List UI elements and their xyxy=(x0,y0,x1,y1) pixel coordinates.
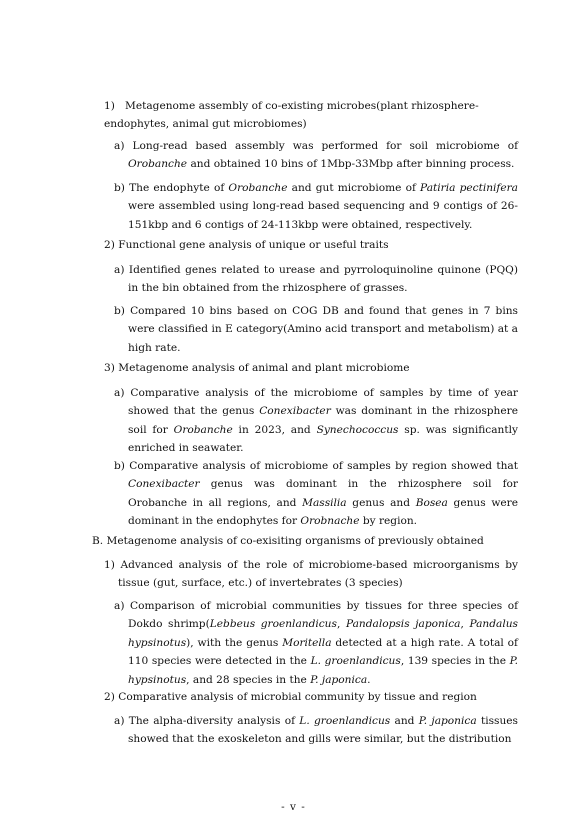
item-label: 3) xyxy=(104,362,115,374)
item-italic-2: Orobanche xyxy=(173,423,233,436)
section-a2 xyxy=(104,236,504,254)
item-text-1: Comparative analysis of the microbiome of samples by time of year showed that the genus xyxy=(128,387,518,418)
section-b2 xyxy=(104,688,504,706)
item-text-4: ), with the genus xyxy=(186,636,283,649)
item-label: a) xyxy=(114,140,125,152)
item-text-7: , and 28 species in the xyxy=(186,673,311,686)
item-text-5: by region. xyxy=(359,515,418,528)
section-b1 xyxy=(104,556,518,593)
item-text-1: Comparative analysis of microbiome of samples by region showed that xyxy=(129,460,518,472)
item-italic-2: P. japonica xyxy=(418,715,477,727)
item-text-4: sp. was significantly enriched in seawater. xyxy=(128,423,518,455)
section-B xyxy=(92,532,504,550)
item-text: Identified genes related to urease and pyrroloquinoline quinone (PQQ) in the bin obtained from the rhizosphere of grasses. xyxy=(128,264,518,295)
item-text: Comparative analysis of microbial community by tissue and region xyxy=(118,691,477,703)
item-text-5: detected at a high rate. A total of 110 species were detected in the xyxy=(128,636,518,668)
item-text-2: and gut microbiome of xyxy=(287,182,421,194)
section-a3b xyxy=(114,457,518,531)
section-a2a xyxy=(114,261,518,298)
item-italic-1: Orobanche xyxy=(228,182,288,194)
item-label: 2) xyxy=(104,691,115,703)
item-italic-3: Bosea xyxy=(415,496,448,509)
item-label: 1) xyxy=(104,559,115,571)
item-text-3: tissues showed that the exoskeleton and gills were similar, but the distribution xyxy=(128,715,518,746)
item-text: Metagenome assembly of co-existing microbes(plant rhizosphere-endophytes, animal gut microbiomes) xyxy=(104,100,479,131)
item-text-6: , 139 species in the xyxy=(400,655,510,668)
item-label: 2) xyxy=(104,239,115,251)
item-italic-3: Synechococcus xyxy=(316,423,399,436)
item-text-2: was dominant in the rhizosphere soil for xyxy=(128,405,518,436)
item-italic-1: Conexibacter xyxy=(259,405,331,418)
item-text-3: , xyxy=(460,618,470,631)
item-text: Functional gene analysis of unique or useful traits xyxy=(118,239,389,251)
section-a1a xyxy=(114,137,518,174)
item-text-3: genus and xyxy=(346,496,416,509)
item-label: a) xyxy=(114,600,125,612)
item-text: Advanced analysis of the role of microbiome-based microorganisms by tissue (gut, surface, etc.) of invertebrates (3 species) xyxy=(118,559,518,590)
page-number: - v - xyxy=(281,801,306,813)
item-italic-1: Conexibacter xyxy=(128,478,200,491)
item-italic-4: Orobnache xyxy=(300,515,360,528)
item-italic-7: P. japonica xyxy=(310,673,368,686)
item-italic-1: Orobanche xyxy=(128,158,188,171)
section-a2b xyxy=(114,302,518,357)
item-italic-2: Pandalopsis japonica xyxy=(345,618,461,631)
item-text-1: Long-read based assembly was performed for soil microbiome of xyxy=(132,140,518,152)
item-italic-3: Pandalus hypsinotus xyxy=(128,618,518,649)
item-text: Metagenome analysis of animal and plant microbiome xyxy=(118,362,410,374)
item-italic-2: Massilia xyxy=(302,496,347,509)
item-italic-4: Moritella xyxy=(282,636,332,649)
item-text: Compared 10 bins based on COG DB and found that genes in 7 bins were classified in E category(Amino acid transport and metabolism) at a high rate. xyxy=(128,305,518,354)
section-a1b xyxy=(114,179,518,234)
item-label: a) xyxy=(114,264,125,276)
item-italic-6: P. hypsinotus xyxy=(128,655,519,686)
item-italic-1: Lebbeus groenlandicus xyxy=(209,618,337,631)
item-text-8: . xyxy=(367,673,371,686)
section-a3 xyxy=(104,359,504,377)
item-label: b) xyxy=(114,305,125,317)
item-text-2: and obtained 10 bins of 1Mbp-33Mbp after binning process. xyxy=(187,158,515,171)
item-label: B. xyxy=(92,535,104,547)
item-text-3: were assembled using long-read based sequencing and 9 contigs of 26-151kbp and 6 contigs of 24-113kbp were obtained, respectively. xyxy=(128,200,518,231)
item-text-1: The endophyte of xyxy=(129,182,229,194)
section-b1a xyxy=(114,597,518,689)
section-a1 xyxy=(104,97,504,134)
item-italic-1: L. groenlandicus xyxy=(299,715,391,727)
item-label: a) xyxy=(114,715,125,727)
item-label: 1) xyxy=(104,100,115,112)
item-italic-2: Patiria pectinifera xyxy=(420,182,518,194)
item-text-1: The alpha-diversity analysis of xyxy=(128,715,300,727)
item-label: b) xyxy=(114,182,125,194)
item-text-2: , xyxy=(336,618,346,631)
item-label: a) xyxy=(114,387,125,399)
item-text-1: Comparison of microbial communities by tissues for three species of Dokdo shrimp( xyxy=(128,600,518,631)
item-text-3: in 2023, and xyxy=(232,423,317,436)
item-label: b) xyxy=(114,460,125,472)
item-text-2: genus was dominant in the rhizosphere soil for Orobanche in all regions, and xyxy=(128,478,518,509)
section-b2a xyxy=(114,712,518,749)
item-text-4: genus were dominant in the endophytes for xyxy=(128,496,518,528)
section-a3a xyxy=(114,384,518,458)
item-text: Metagenome analysis of co-exisiting organisms of previously obtained xyxy=(106,535,484,547)
item-italic-5: L. groenlandicus xyxy=(310,655,401,668)
item-text-2: and xyxy=(390,715,419,727)
